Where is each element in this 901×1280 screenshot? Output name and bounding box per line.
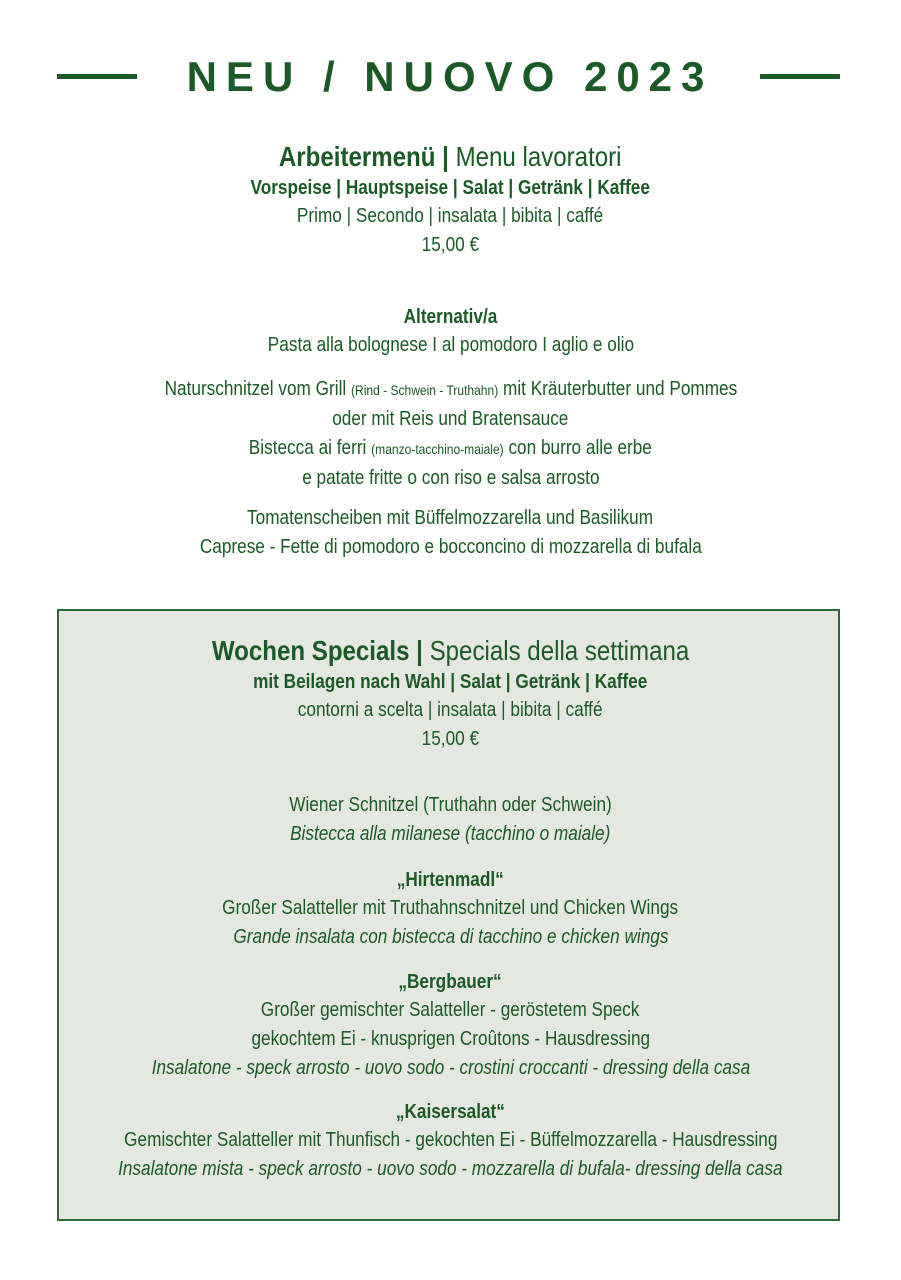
hirtenmadl-item <box>0 866 901 952</box>
workers-menu-price: 15,00 € <box>421 234 480 256</box>
bergbauer-item <box>0 968 901 1083</box>
specials-price: 15,00 € <box>421 728 480 750</box>
alternatives-heading: Alternativ/a <box>403 306 498 328</box>
hirtenmadl-name: „Hirtenmadl“ <box>396 869 505 891</box>
specials-includes-it: contorni a scelta | insalata | bibita | caffé <box>298 699 603 721</box>
caprese-it: Caprese - Fette di pomodoro e bocconcino di mozzarella di bufala <box>199 536 702 558</box>
workers-menu-title <box>0 140 901 174</box>
kaisersalat-name: „Kaisersalat“ <box>395 1101 506 1123</box>
specials-includes-de: mit Beilagen nach Wahl | Salat | Getränk | Kaffee <box>253 671 648 693</box>
header-rule-right <box>760 74 840 79</box>
workers-menu-courses-de: Vorspeise | Hauptspeise | Salat | Getränk | Kaffee <box>250 177 651 199</box>
wiener-de: Wiener Schnitzel (Truthahn oder Schwein) <box>289 794 612 816</box>
schnitzel-section <box>0 375 901 493</box>
specials-title <box>0 634 901 668</box>
wiener-schnitzel-item <box>0 791 901 849</box>
header-rule-left <box>57 74 137 79</box>
kaisersalat-item <box>0 1098 901 1184</box>
alternatives-section <box>0 303 901 360</box>
bergbauer-name: „Bergbauer“ <box>398 971 503 993</box>
alternatives-pasta: Pasta alla bolognese I al pomodoro I aglio e olio <box>267 334 634 356</box>
bergbauer-it: Insalatone - speck arrosto - uovo sodo - crostini croccanti - dressing della casa <box>151 1057 750 1079</box>
schnitzel-de-line2: oder mit Reis und Bratensauce <box>332 408 569 430</box>
specials-header-section <box>0 634 901 754</box>
specials-title-bold: Wochen Specials | <box>211 635 423 666</box>
page-title: NEU / NUOVO 2023 <box>186 53 714 100</box>
workers-menu-title-thin: Menu lavoratori <box>455 141 622 172</box>
wiener-it: Bistecca alla milanese (tacchino o maiale) <box>290 823 611 845</box>
caprese-de: Tomatenscheiben mit Büffelmozzarella und Basilikum <box>247 507 654 529</box>
workers-menu-title-bold: Arbeitermenü | <box>279 141 450 172</box>
schnitzel-it-line1: Bistecca ai ferri (manzo-tacchino-maiale) con burro alle erbe <box>248 437 653 459</box>
bergbauer-de-1: Großer gemischter Salatteller - geröstetem Speck <box>261 999 640 1021</box>
bergbauer-de-2: gekochtem Ei - knusprigen Croûtons - Hausdressing <box>251 1028 650 1050</box>
hirtenmadl-it: Grande insalata con bistecca di tacchino e chicken wings <box>232 926 669 948</box>
workers-menu-section <box>0 140 901 260</box>
kaisersalat-it: Insalatone mista - speck arrosto - uovo sodo - mozzarella di bufala- dressing della casa <box>118 1158 783 1180</box>
hirtenmadl-de: Großer Salatteller mit Truthahnschnitzel und Chicken Wings <box>222 897 679 919</box>
workers-menu-courses-it: Primo | Secondo | insalata | bibita | caffé <box>297 205 604 227</box>
schnitzel-de-line1: Naturschnitzel vom Grill (Rind - Schwein - Truthahn) mit Kräuterbutter und Pommes <box>164 378 737 400</box>
kaisersalat-de: Gemischter Salatteller mit Thunfisch - gekochten Ei - Büffelmozzarella - Hausdressing <box>123 1129 778 1151</box>
specials-title-thin: Specials della settimana <box>429 635 690 666</box>
schnitzel-it-line2: e patate fritte o con riso e salsa arrosto <box>301 467 600 489</box>
caprese-section <box>0 504 901 562</box>
page-header <box>0 52 901 102</box>
